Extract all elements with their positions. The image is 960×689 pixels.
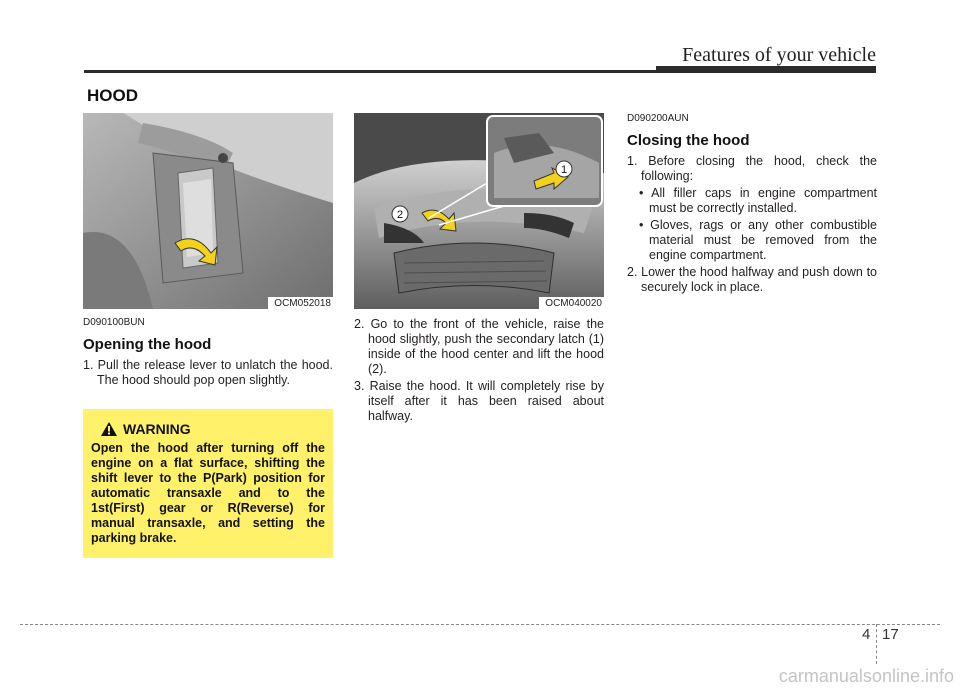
column-closing (627, 113, 877, 297)
section-code: D090100BUN (83, 317, 145, 328)
opening-step-1: 1. Pull the release lever to unlatch the hood. The hood should pop open slightly. (83, 358, 333, 387)
closing-step-2: 2. Lower the hood halfway and push down to securely lock in place. (627, 265, 877, 294)
callout-1-label: 1 (560, 164, 568, 176)
footer-rule (20, 624, 940, 625)
closing-step-1: 1. Before closing the hood, check the following: (627, 154, 877, 183)
hood-release-lever-illustration (83, 113, 333, 309)
opening-step-2: 2. Go to the front of the vehicle, raise the hood slightly, push the secondary latch (1) inside of the hood center and lift the hood (2). (354, 317, 604, 376)
section-title: HOOD (87, 86, 138, 105)
hood-release-lever-image (83, 113, 333, 309)
figure-caption: OCM052018 (268, 297, 333, 309)
vehicle-front-illustration (354, 113, 604, 309)
warning-triangle-icon (100, 421, 118, 437)
column-opening (83, 113, 333, 390)
callout-2-label: 2 (396, 209, 404, 221)
warning-title: WARNING (123, 421, 191, 437)
page-number: 17 (882, 626, 899, 643)
closing-bullet-2: • Gloves, rags or any other combustible material must be removed from the engine compartment. (639, 218, 877, 262)
vehicle-front-image (354, 113, 604, 309)
closing-bullet-1: • All filler caps in engine compartment must be correctly installed. (639, 186, 877, 215)
warning-header (91, 421, 325, 437)
subheading-closing: Closing the hood (627, 132, 750, 149)
column-front (354, 113, 604, 426)
subheading-opening: Opening the hood (83, 336, 212, 353)
page-section-number: 4 (862, 626, 871, 643)
opening-step-3: 3. Raise the hood. It will completely rise by itself after it has been raised about halfway. (354, 379, 604, 423)
watermark[interactable]: carmanualsonline.info (778, 666, 954, 686)
warning-text: Open the hood after turning off the engine on a flat surface, shifting the shift lever to the P(Park) position for automatic transaxle and to the 1st(First) gear or R(Reverse) for manual transaxle, and setting the parking brake. (91, 441, 325, 545)
warning-box (83, 409, 333, 558)
page-header-title: Features of your vehicle (682, 44, 876, 66)
page-number-divider (876, 624, 877, 664)
figure-caption: OCM040020 (539, 297, 604, 309)
header-rule (84, 70, 876, 73)
section-code: D090200AUN (627, 113, 689, 124)
